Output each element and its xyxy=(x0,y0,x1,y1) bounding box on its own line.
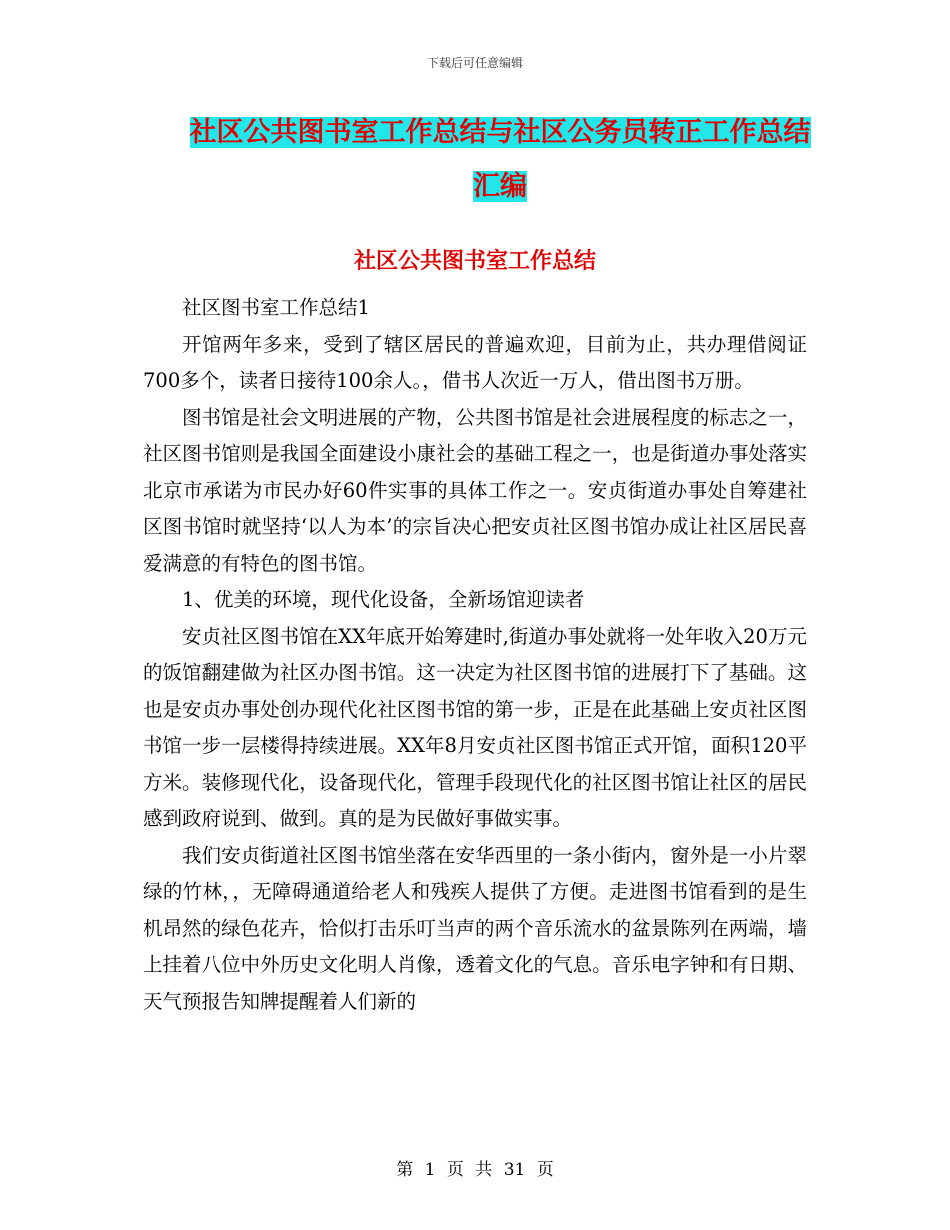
header-note: 下载后可任意编辑 xyxy=(426,56,523,70)
main-title-line-2: 汇编 xyxy=(473,171,527,202)
document-main-title xyxy=(140,106,860,214)
paragraph: 我们安贞街道社区图书馆坐落在安华西里的一条小街内，窗外是一小片翠绿的竹林，，无障碍通道给老人和残疾人提供了方便。走进图书馆看到的是生机昂然的绿色花卉，恰似打击乐叮当声的两个音乐流水的盆景陈列在两端，墙上挂着八位中外历史文化明人肖像，透着文化的气息。音乐电字钟和有日期、天气预报告知牌提醒着人们新的 xyxy=(143,843,807,1013)
paragraph: 开馆两年多来，受到了辖区居民的普遍欢迎，目前为止，共办理借阅证700多个，读者日接待100余人。，借书人次近一万人，借出图书万册。 xyxy=(143,332,807,392)
page-footer: 第 1 页 共 31 页 xyxy=(396,1160,554,1180)
section-title: 社区公共图书室工作总结 xyxy=(353,248,596,274)
main-title-line-1: 社区公共图书室工作总结与社区公务员转正工作总结 xyxy=(189,117,811,148)
document-body xyxy=(143,290,807,1020)
paragraph: 安贞社区图书馆在XX年底开始筹建时,街道办事处就将一处年收入20万元的饭馆翻建做为社区办图书馆。这一决定为社区图书馆的进展打下了基础。这也是安贞办事处创办现代化社区图书馆的第一步，正是在此基础上安贞社区图书馆一步一层楼得持续进展。XX年8月安贞社区图书馆正式开馆，面积120平方米。装修现代化，设备现代化，管理手段现代化的社区图书馆让社区的居民感到政府说到、做到。真的是为民做好事做实事。 xyxy=(143,624,807,830)
paragraph-subheading: 1、优美的环境，现代化设备，全新场馆迎读者 xyxy=(182,588,585,611)
paragraph-heading: 社区图书室工作总结1 xyxy=(182,296,370,319)
paragraph: 图书馆是社会文明进展的产物，公共图书馆是社会进展程度的标志之一，社区图书馆则是我国全面建设小康社会的基础工程之一，也是街道办事处落实北京市承诺为市民办好60件实事的具体工作之一。安贞街道办事处自筹建社区图书馆时就坚持‘以人为本’的宗旨决心把安贞社区图书馆办成让社区居民喜爱满意的有特色的图书馆。 xyxy=(143,405,807,575)
